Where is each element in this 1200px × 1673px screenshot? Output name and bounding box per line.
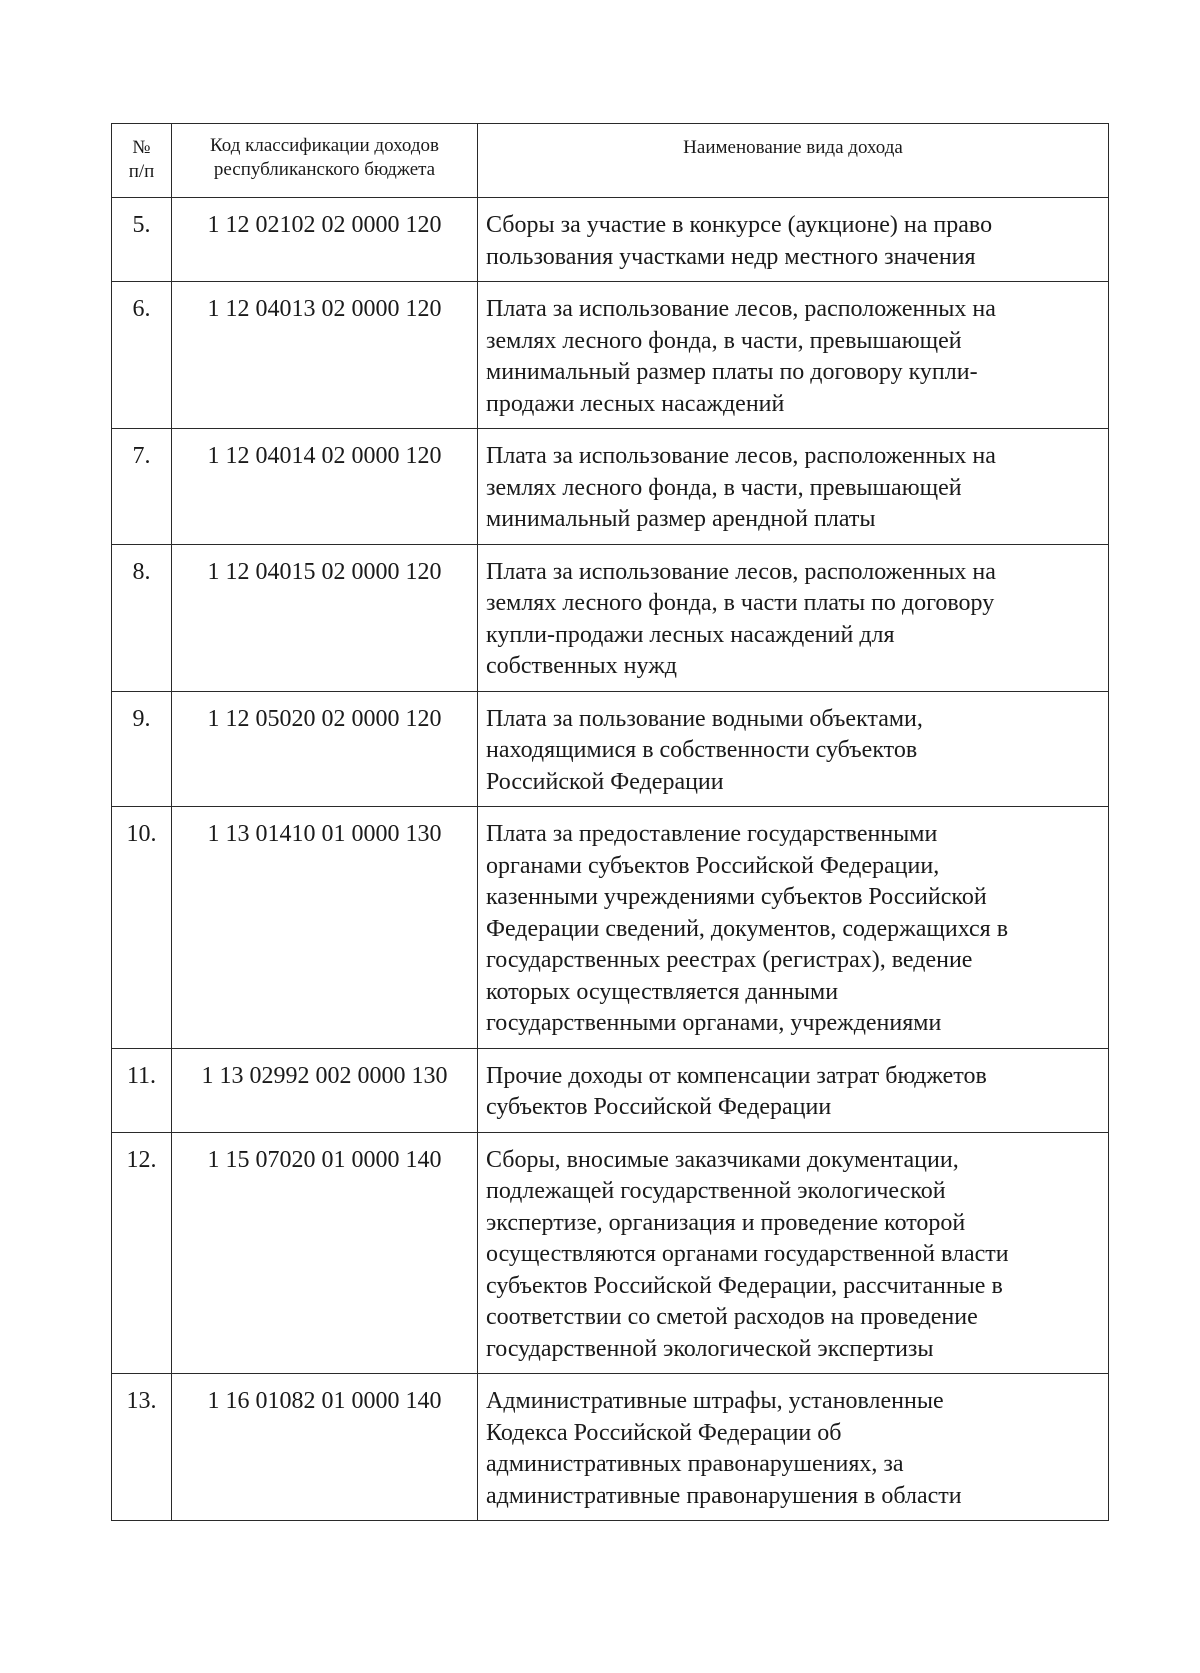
header-number [112,124,172,198]
header-code-line-1: Код классификации доходов [210,135,439,156]
revenue-name-line: находящимися в собственности субъектов [486,737,918,763]
revenue-name-line: минимальный размер арендной платы [486,506,876,532]
table-row [112,544,1109,691]
classification-code: 1 12 04013 02 0000 120 [172,282,478,429]
revenue-name-line: землях лесного фонда, в части платы по договору [486,590,995,616]
revenue-name-line: осуществляются органами государственной власти [486,1241,1009,1267]
revenue-name-line: государственными органами, учреждениями [486,1010,942,1036]
revenue-name-line: купли-продажи лесных насаждений для [486,621,895,648]
revenue-name-line: Плата за использование лесов, расположенных на [486,296,996,322]
revenue-name [478,1048,1109,1132]
header-name: Наименование вида дохода [478,124,1109,198]
header-code [172,124,478,198]
revenue-name-line: Сборы, вносимые заказчиками документации, [486,1146,959,1173]
revenue-name-line: землях лесного фонда, в части, превышающей [486,474,962,501]
classification-code: 1 12 05020 02 0000 120 [172,691,478,807]
revenue-name-line: соответствии со сметой расходов на проведение [486,1304,978,1330]
revenue-name-line: которых осуществляется данными [486,978,839,1005]
revenue-name-line: Плата за предоставление государственными [486,821,938,847]
revenue-name-line: казенными учреждениями субъектов Российской [486,884,987,910]
row-number: 5. [112,198,172,282]
revenue-name [478,691,1109,807]
revenue-name-line: Административные штрафы, установленные [486,1388,944,1414]
revenue-name [478,1132,1109,1374]
table-row [112,282,1109,429]
revenue-name-line: Федерации сведений, документов, содержащихся в [486,915,1009,942]
classification-code: 1 12 02102 02 0000 120 [172,198,478,282]
revenue-name-line: продажи лесных насаждений [486,390,785,417]
revenue-name-line: Прочие доходы от компенсации затрат бюджетов [486,1062,987,1089]
revenue-name-line: субъектов Российской Федерации, рассчитанные в [486,1272,1003,1299]
revenue-name-line: органами субъектов Российской Федерации, [486,852,940,879]
header-code-line-2: республиканского бюджета [213,159,436,180]
revenue-name-line: собственных нужд [486,653,677,679]
revenue-name-line: минимальный размер платы по договору купли- [486,359,978,385]
revenue-name [478,282,1109,429]
revenue-name-line: землях лесного фонда, в части, превышающей [486,327,962,354]
revenue-name-line: Плата за использование лесов, расположенных на [486,443,996,469]
revenue-name-line: административных правонарушениях, за [486,1451,904,1477]
revenue-name-line: государственных реестрах (регистрах), ведение [486,947,973,973]
revenue-name-line: государственной экологической экспертизы [486,1335,934,1362]
table-row [112,807,1109,1049]
revenue-name-line: подлежащей государственной экологической [486,1178,946,1204]
classification-code: 1 15 07020 01 0000 140 [172,1132,478,1374]
revenue-table [111,123,1109,1521]
revenue-name-line: Плата за использование лесов, расположенных на [486,558,996,585]
header-number-line-2: п/п [128,161,155,182]
classification-code: 1 16 01082 01 0000 140 [172,1374,478,1521]
row-number: 11. [112,1048,172,1132]
row-number: 7. [112,429,172,545]
table-header-row [112,124,1109,198]
table-row [112,429,1109,545]
revenue-name [478,429,1109,545]
classification-code: 1 12 04015 02 0000 120 [172,544,478,691]
row-number: 13. [112,1374,172,1521]
revenue-name-line: Сборы за участие в конкурсе (аукционе) на право [486,212,993,238]
revenue-name-line: Российской Федерации [486,768,724,795]
classification-code: 1 12 04014 02 0000 120 [172,429,478,545]
revenue-name-line: экспертизе, организация и проведение которой [486,1209,966,1236]
row-number: 12. [112,1132,172,1374]
table-row [112,1132,1109,1374]
table-row [112,198,1109,282]
header-number-line-1: № [132,137,151,158]
revenue-name-line: Кодекса Российской Федерации об [486,1419,842,1446]
revenue-name-line: субъектов Российской Федерации [486,1094,832,1120]
row-number: 6. [112,282,172,429]
row-number: 9. [112,691,172,807]
revenue-name-line: административные правонарушения в области [486,1482,962,1509]
revenue-name-line: Плата за пользование водными объектами, [486,705,923,732]
row-number: 8. [112,544,172,691]
table-row [112,1048,1109,1132]
revenue-name [478,198,1109,282]
revenue-name [478,807,1109,1049]
classification-code: 1 13 02992 002 0000 130 [172,1048,478,1132]
row-number: 10. [112,807,172,1049]
table-row [112,1374,1109,1521]
table-row [112,691,1109,807]
revenue-name [478,544,1109,691]
classification-code: 1 13 01410 01 0000 130 [172,807,478,1049]
revenue-name [478,1374,1109,1521]
revenue-name-line: пользования участками недр местного значения [486,243,976,270]
